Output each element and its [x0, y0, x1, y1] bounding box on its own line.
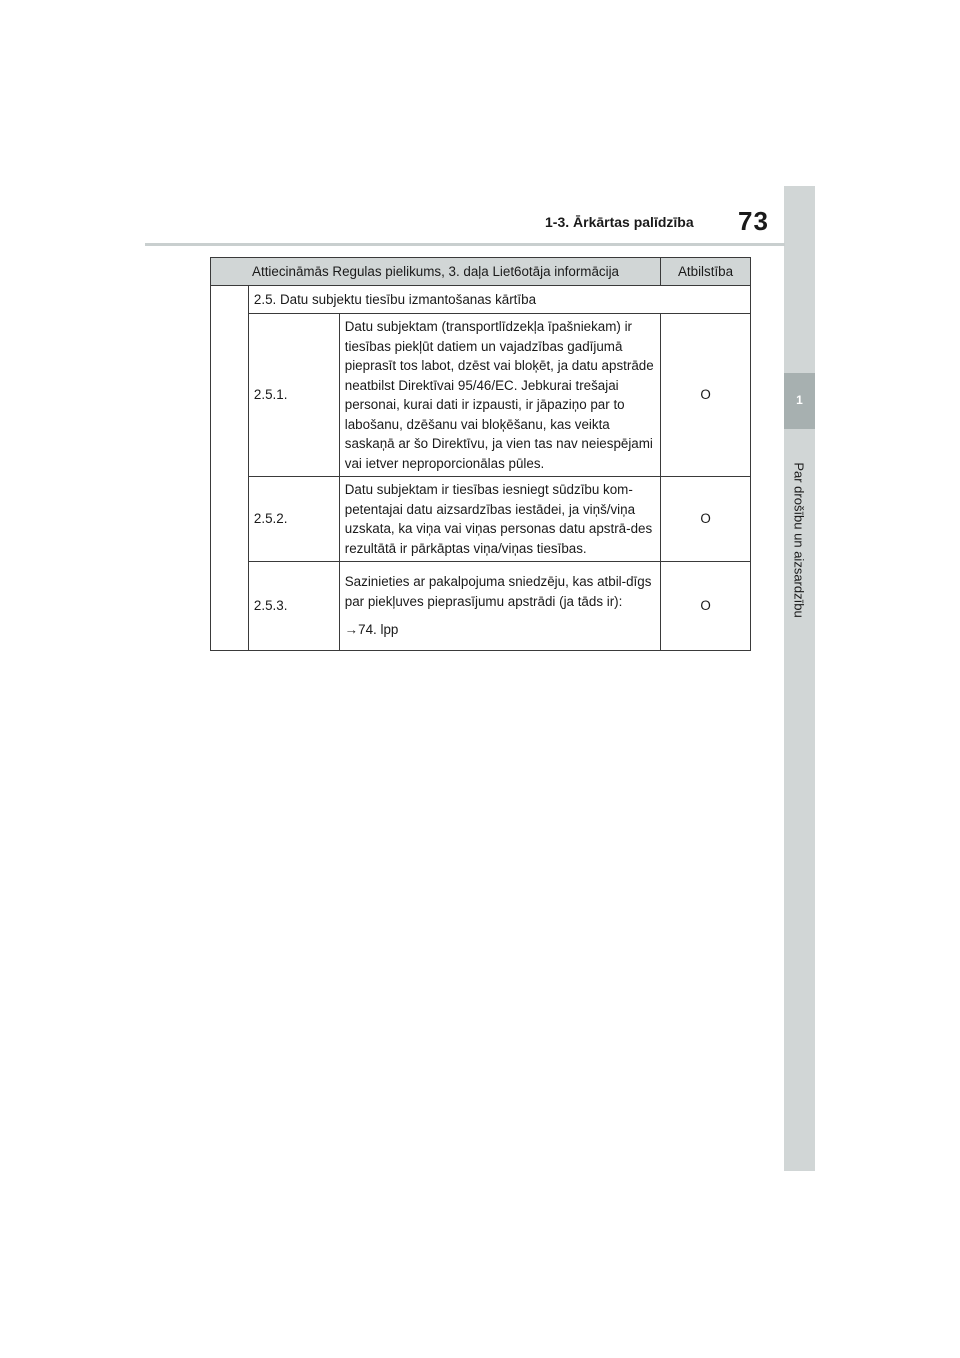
section-title: 1-3. Ārkārtas palīdzība — [545, 214, 694, 230]
row-description: Sazinieties ar pakalpojuma sniedzēju, kas atbil-dīgs par piekļuves pieprasījumu apstrādi (ja tāds ir): — [344, 574, 652, 609]
row-description: Datu subjektam ir tiesības iesniegt sūdzību kom-petentajai datu aizsardzības iestādei, ja viņš/viņa uzskata, ka viņa vai viņas personas datu apstrā-des rezultātā ir pārkāptas viņa/viņas tiesības. — [339, 477, 660, 562]
row-description: Datu subjektam (transportlīdzekļa īpašniekam) ir tiesības piekļūt datiem un vajadzības gadījumā pieprasīt tos labot, dzēst vai bloķēt, ja datu apstrāde neatbilst Direktīvai 95/46/EC. Jebkurai trešajai personai, kurai dati ir izpausti, ir jāpaziņo par to labošanu, dzēšanu vai bloķēšanu, kas veikta saskaņā ar šo Direktīvu, ja vien tas nav neiespējami vai ietver neproporcionālas pūles. — [339, 314, 660, 477]
row-description-cell — [339, 562, 660, 651]
row-number: 2.5.2. — [248, 477, 339, 562]
column-header-regulation: Attiecināmās Regulas pielikums, 3. daļa Liet6otāja informācija — [211, 258, 661, 286]
page-reference-link[interactable]: →74. lpp — [344, 622, 399, 638]
row-number: 2.5.1. — [248, 314, 339, 477]
column-header-compliance: Atbilstība — [661, 258, 751, 286]
header-divider — [145, 243, 785, 246]
table-row — [211, 314, 751, 477]
side-chapter-tab — [784, 186, 815, 1171]
row-compliance: O — [661, 477, 751, 562]
indent-cell — [211, 286, 249, 651]
row-compliance: O — [661, 314, 751, 477]
row-number: 2.5.3. — [248, 562, 339, 651]
section-heading: 2.5. Datu subjektu tiesību izmantošanas kārtība — [248, 286, 750, 314]
table-row — [211, 477, 751, 562]
table-header-row — [211, 258, 751, 286]
row-compliance: O — [661, 562, 751, 651]
table-row-section — [211, 286, 751, 314]
table-row — [211, 562, 751, 651]
page-number: 73 — [738, 206, 769, 236]
data-subject-rights-table — [210, 257, 751, 651]
chapter-title: Par drošību un aizsardzību — [791, 462, 807, 618]
chapter-number: 1 — [796, 393, 803, 407]
